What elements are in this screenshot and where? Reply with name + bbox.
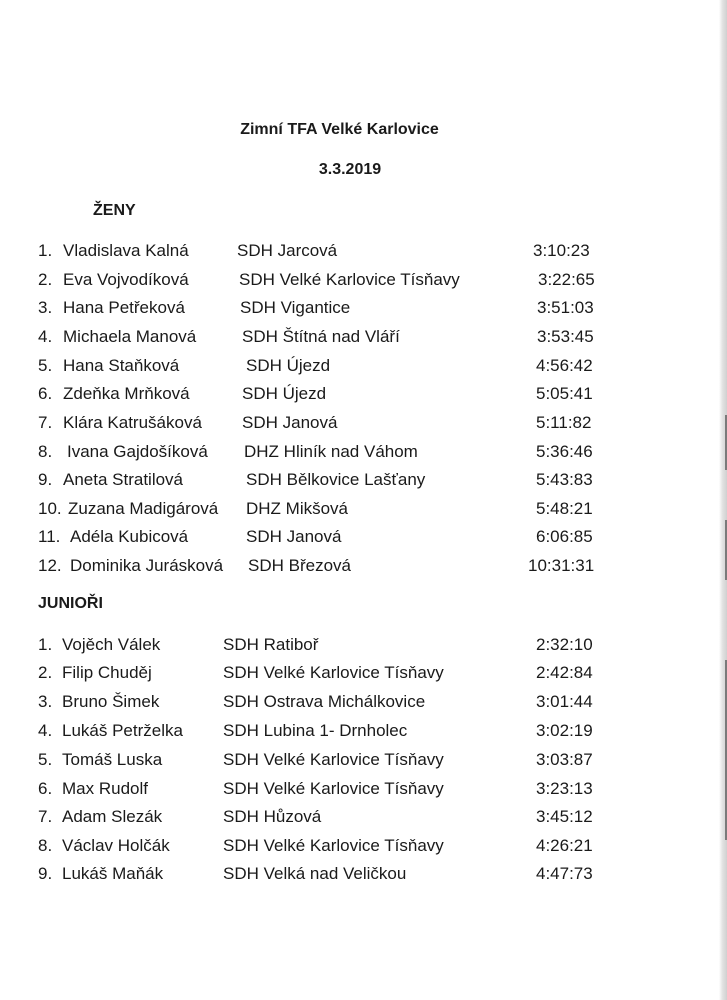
result-time: 3:02:19 xyxy=(536,721,593,740)
team-name: SDH Štítná nad Vláří xyxy=(242,327,400,346)
team-name: SDH Janová xyxy=(242,413,338,432)
result-time: 6:06:85 xyxy=(536,527,593,546)
result-row xyxy=(0,239,727,263)
competitor-name: Hana Petřeková xyxy=(63,298,185,317)
team-name: DHZ Hliník nad Váhom xyxy=(244,442,418,461)
result-row xyxy=(0,525,727,549)
event-date: 3.3.2019 xyxy=(318,161,382,178)
team-name: SDH Velké Karlovice Tísňavy xyxy=(223,663,444,682)
competitor-name: Tomáš Luska xyxy=(62,750,163,769)
section-heading-juniors: JUNIOŘI xyxy=(38,595,103,612)
competitor-name: Adéla Kubicová xyxy=(70,527,189,546)
competitor-name: Vladislava Kalná xyxy=(63,241,189,260)
rank-label: 6. xyxy=(38,384,53,403)
result-row xyxy=(0,719,727,743)
team-name: DHZ Mikšová xyxy=(246,499,349,518)
team-name: SDH Ratiboř xyxy=(223,635,319,654)
competitor-name: Dominika Jurásková xyxy=(70,556,224,575)
team-name: SDH Velká nad Veličkou xyxy=(223,864,407,883)
competitor-name: Michaela Manová xyxy=(63,327,197,346)
result-row xyxy=(0,382,727,406)
team-name: SDH Velké Karlovice Tísňavy xyxy=(223,836,444,855)
competitor-name: Hana Staňková xyxy=(63,356,180,375)
section-heading-women: ŽENY xyxy=(93,202,136,219)
result-time: 10:31:31 xyxy=(528,556,595,575)
result-time: 5:11:82 xyxy=(536,413,592,432)
rank-label: 9. xyxy=(38,470,53,489)
result-time: 4:26:21 xyxy=(536,836,593,855)
rank-label: 12. xyxy=(38,556,62,575)
rank-label: 3. xyxy=(38,692,53,711)
team-name: SDH Velké Karlovice Tísňavy xyxy=(223,750,444,769)
result-time: 5:48:21 xyxy=(536,499,593,518)
team-name: SDH Újezd xyxy=(242,384,327,403)
team-name: SDH Hůzová xyxy=(223,807,322,826)
rank-label: 8. xyxy=(38,442,53,461)
result-row xyxy=(0,862,727,886)
result-row xyxy=(0,468,727,492)
result-row xyxy=(0,690,727,714)
result-row xyxy=(0,805,727,829)
team-name: SDH Jarcová xyxy=(237,241,338,260)
result-time: 3:45:12 xyxy=(536,807,593,826)
result-time: 3:10:23 xyxy=(533,241,590,260)
document-title: Zimní TFA Velké Karlovice xyxy=(240,121,439,138)
competitor-name: Klára Katrušáková xyxy=(63,413,202,432)
competitor-name: Lukáš Maňák xyxy=(62,864,164,883)
team-name: SDH Janová xyxy=(246,527,342,546)
competitor-name: Filip Chuděj xyxy=(62,663,152,682)
result-time: 5:36:46 xyxy=(536,442,593,461)
result-row xyxy=(0,834,727,858)
competitor-name: Bruno Šimek xyxy=(62,692,160,711)
competitor-name: Eva Vojvodíková xyxy=(63,270,189,289)
rank-label: 1. xyxy=(38,635,53,654)
team-name: SDH Březová xyxy=(248,556,351,575)
result-row xyxy=(0,268,727,292)
rank-label: 4. xyxy=(38,721,53,740)
team-name: SDH Velké Karlovice Tísňavy xyxy=(239,270,460,289)
result-time: 2:32:10 xyxy=(536,635,593,654)
team-name: SDH Lubina 1- Drnholec xyxy=(223,721,408,740)
result-row xyxy=(0,296,727,320)
result-time: 3:51:03 xyxy=(537,298,594,317)
team-name: SDH Vigantice xyxy=(240,298,351,317)
result-row xyxy=(0,633,727,657)
result-row xyxy=(0,777,727,801)
competitor-name: Lukáš Petrželka xyxy=(62,721,183,740)
result-time: 2:42:84 xyxy=(536,663,593,682)
rank-label: 9. xyxy=(38,864,53,883)
result-time: 5:05:41 xyxy=(536,384,593,403)
result-row xyxy=(0,748,727,772)
team-name: SDH Bělkovice Lašťany xyxy=(246,470,426,489)
competitor-name: Aneta Stratilová xyxy=(63,470,184,489)
rank-label: 7. xyxy=(38,413,53,432)
competitor-name: Ivana Gajdošíková xyxy=(67,442,208,461)
result-time: 3:53:45 xyxy=(537,327,594,346)
rank-label: 5. xyxy=(38,356,53,375)
competitor-name: Zuzana Madigárová xyxy=(68,499,219,518)
result-row xyxy=(0,497,727,521)
result-time: 5:43:83 xyxy=(536,470,593,489)
competitor-name: Václav Holčák xyxy=(62,836,170,855)
result-row xyxy=(0,354,727,378)
result-time: 4:47:73 xyxy=(536,864,593,883)
rank-label: 3. xyxy=(38,298,53,317)
rank-label: 1. xyxy=(38,241,53,260)
rank-label: 8. xyxy=(38,836,53,855)
competitor-name: Adam Slezák xyxy=(62,807,163,826)
rank-label: 2. xyxy=(38,270,53,289)
rank-label: 5. xyxy=(38,750,53,769)
team-name: SDH Velké Karlovice Tísňavy xyxy=(223,779,444,798)
result-time: 3:01:44 xyxy=(536,692,593,711)
result-row xyxy=(0,440,727,464)
result-row xyxy=(0,554,727,578)
team-name: SDH Ostrava Michálkovice xyxy=(223,692,426,711)
result-time: 4:56:42 xyxy=(536,356,593,375)
competitor-name: Max Rudolf xyxy=(62,779,148,798)
team-name: SDH Újezd xyxy=(246,356,331,375)
result-row xyxy=(0,325,727,349)
rank-label: 11. xyxy=(38,527,61,546)
result-row xyxy=(0,411,727,435)
result-row xyxy=(0,661,727,685)
competitor-name: Zdeňka Mrňková xyxy=(63,384,190,403)
competitor-name: Vojěch Válek xyxy=(62,635,161,654)
rank-label: 7. xyxy=(38,807,53,826)
rank-label: 4. xyxy=(38,327,53,346)
result-time: 3:23:13 xyxy=(536,779,593,798)
rank-label: 6. xyxy=(38,779,53,798)
result-time: 3:03:87 xyxy=(536,750,593,769)
result-time: 3:22:65 xyxy=(538,270,595,289)
rank-label: 10. xyxy=(38,499,62,518)
rank-label: 2. xyxy=(38,663,53,682)
